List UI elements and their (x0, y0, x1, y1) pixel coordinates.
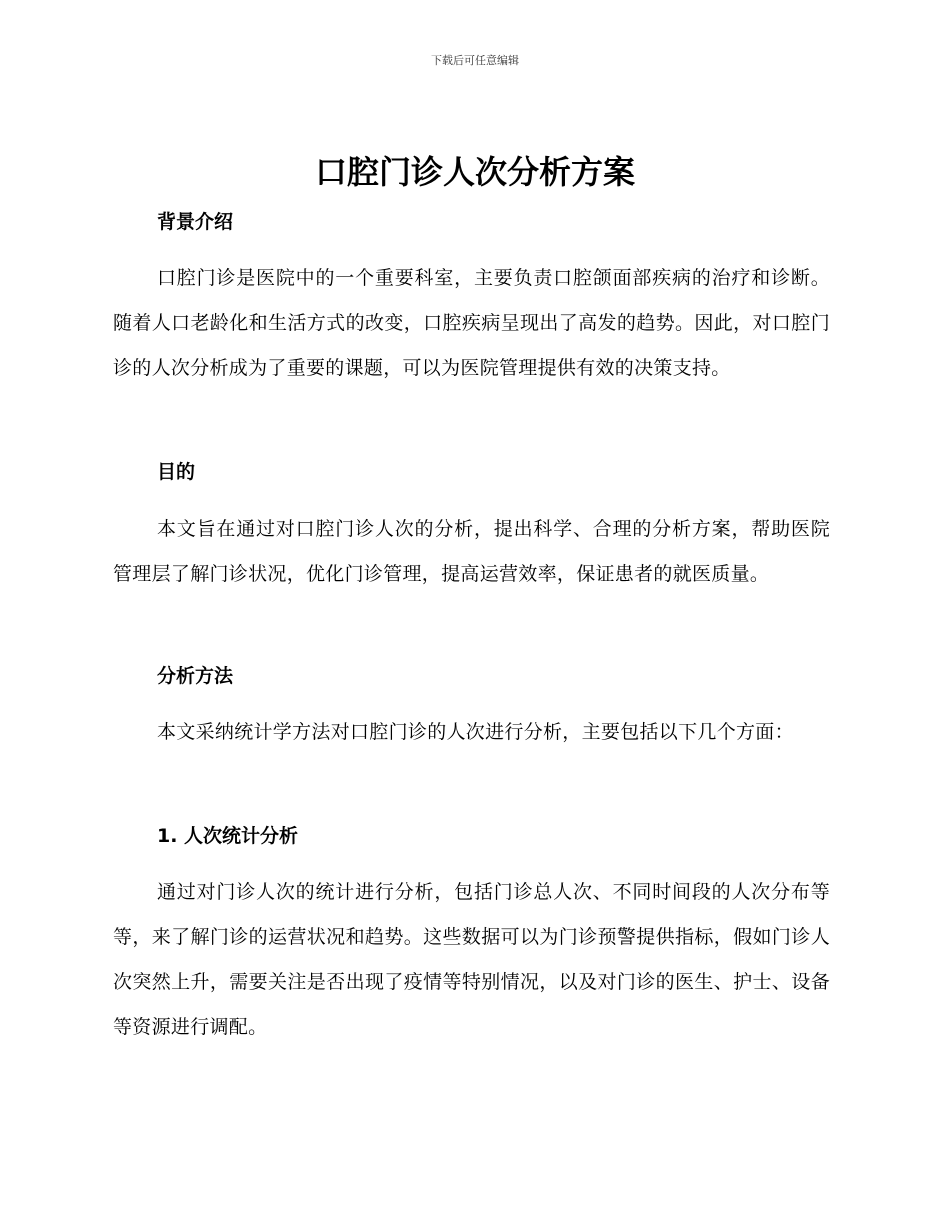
section-heading-visit-statistics: 1. 人次统计分析 (157, 825, 299, 847)
section-heading-purpose: 目的 (157, 461, 196, 483)
section-paragraph-purpose: 本文旨在通过对口腔门诊人次的分析，提出科学、合理的分析方案，帮助医院管理层了解门诊状况，优化门诊管理，提高运营效率，保证患者的就医质量。 (113, 518, 830, 585)
section-paragraph-visit-statistics: 通过对门诊人次的统计进行分析，包括门诊总人次、不同时间段的人次分布等等，来了解门诊的运营状况和趋势。这些数据可以为门诊预警提供指标，假如门诊人次突然上升，需要关注是否出现了疫情等特别情况，以及对门诊的医生、护士、设备等资源进行调配。 (113, 881, 830, 1038)
section-heading-method: 分析方法 (157, 665, 234, 687)
section-paragraph-method: 本文采纳统计学方法对口腔门诊的人次进行分析，主要包括以下几个方面： (157, 721, 794, 743)
document-title: 口腔门诊人次分析方案 (314, 153, 635, 191)
section-paragraph-background: 口腔门诊是医院中的一个重要科室，主要负责口腔颌面部疾病的治疗和诊断。随着人口老龄化和生活方式的改变，口腔疾病呈现出了高发的趋势。因此，对口腔门诊的人次分析成为了重要的课题，可以为医院管理提供有效的决策支持。 (113, 267, 830, 379)
page-header-note: 下载后可任意编辑 (431, 54, 519, 67)
section-heading-background: 背景介绍 (157, 211, 234, 233)
